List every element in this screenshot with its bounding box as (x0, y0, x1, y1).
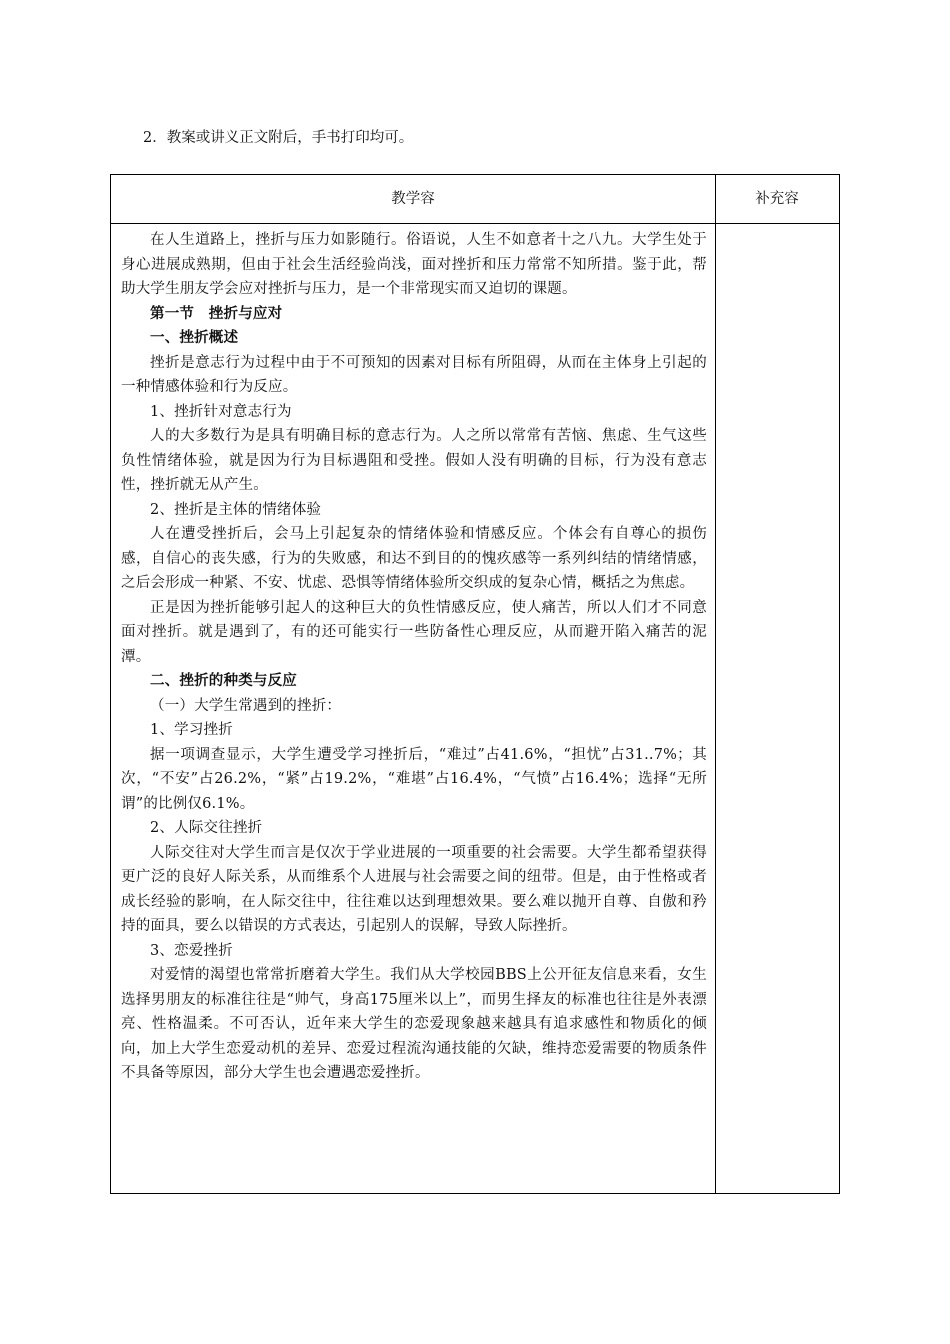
section-heading: 二、挫折的种类与反应 (150, 672, 297, 689)
body-paragraph: 1、挫折针对意志行为 (150, 403, 292, 420)
body-paragraph: 据一项调查显示，大学生遭受学习挫折后，“难过”占41.6%，“担忧”占31..7%；其次，“不安”占26.2%，“紧”占19.2%，“难堪”占16.4%，“气愤”占16.4%；选择“无所谓”的比例仅6.1%。 (121, 746, 707, 812)
body-paragraph: 人在遭受挫折后，会马上引起复杂的情绪体验和情感反应。个体会有自尊心的损伤感，自信心的丧失感，行为的失败感，和达不到目的的愧疚感等一系列纠结的情绪情感，之后会形成一种紧、不安、忧虑、恐惧等情绪体验所交织成的复杂心情，概括之为焦虑。 (121, 526, 707, 591)
body-paragraph: 在人生道路上，挫折与压力如影随行。俗语说，人生不如意者十之八九。大学生处于身心进展成熟期，但由于社会生活经验尚浅，面对挫折和压力常常不知所措。鉴于此，帮助大学生朋友学会应对挫折与压力，是一个非常现实而又迫切的课题。 (121, 232, 707, 297)
body-paragraph: （一）大学生常遇到的挫折： (150, 697, 342, 714)
lesson-table (110, 174, 840, 1194)
body-paragraph: 正是因为挫折能够引起人的这种巨大的负性情感反应，使人痛苦，所以人们才不同意面对挫折。就是遇到了，有的还可能实行一些防备性心理反应，从而避开陷入痛苦的泥潭。 (121, 599, 707, 665)
body-paragraph: 人的大多数行为是具有明确目标的意志行为。人之所以常常有苦恼、焦虑、生气这些负性情绪体验，就是因为行为目标遇阻和受挫。假如人没有明确的目标，行为没有意志性，挫折就无从产生。 (121, 428, 707, 493)
note-text: 2．教案或讲义正文附后，手书打印均可。 (143, 130, 414, 146)
teaching-content-cell (121, 228, 707, 1086)
section-heading: 一、挫折概述 (150, 329, 239, 346)
body-paragraph: 1、学习挫折 (150, 722, 233, 738)
body-paragraph: 对爱情的渴望也常常折磨着大学生。我们从大学校园BBS上公开征友信息来看，女生选择男朋友的标准往往是“帅气，身高175厘米以上”，而男生择友的标准也往往是外表漂亮、性格温柔。不可否认，近年来大学生的恋爱现象越来越具有追求感性和物质化的倾向，加上大学生恋爱动机的差异、恋爱过程流沟通技能的欠缺，维持恋爱需要的物质条件不具备等原因，部分大学生也会遭遇恋爱挫折。 (121, 967, 707, 1081)
body-paragraph: 3、恋爱挫折 (150, 942, 233, 959)
header-supplementary-content: 补充容 (755, 191, 799, 207)
column-divider (715, 175, 716, 1193)
body-paragraph: 2、挫折是主体的情绪体验 (150, 501, 322, 518)
body-paragraph: 挫折是意志行为过程中由于不可预知的因素对目标有所阻碍，从而在主体身上引起的一种情感体验和行为反应。 (121, 354, 707, 395)
table-header-row (111, 175, 839, 224)
header-teaching-content: 教学容 (391, 191, 435, 207)
body-paragraph: 2、人际交往挫折 (150, 820, 263, 836)
body-paragraph: 人际交往对大学生而言是仅次于学业进展的一项重要的社会需要。大学生都希望获得更广泛的良好人际关系，从而维系个人进展与社会需要之间的纽带。但是，由于性格或者成长经验的影响，在人际交往中，往往难以达到理想效果。要么难以抛开自尊、自傲和矜持的面具，要么以错误的方式表达，引起别人的误解，导致人际挫折。 (121, 844, 707, 934)
section-heading: 第一节 挫折与应对 (150, 304, 283, 322)
